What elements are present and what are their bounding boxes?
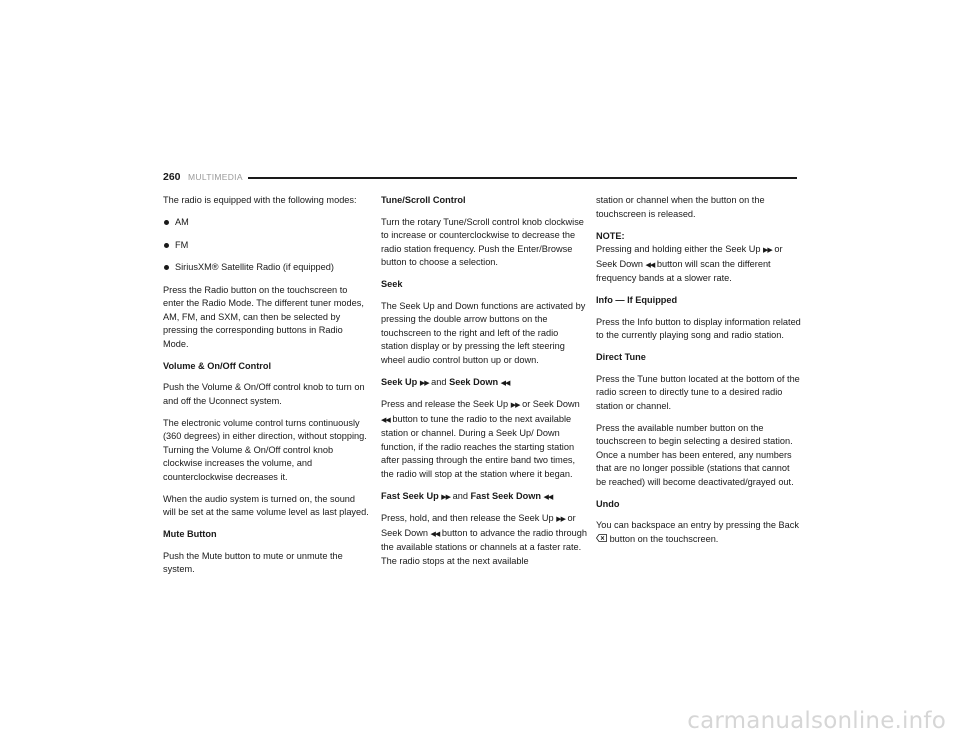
list-item: AM [163, 216, 369, 230]
note: NOTE: Pressing and holding either the Seek Up ▶▶ or Seek Down ◀◀ button will scan the different frequency bands at a slower rate. [596, 230, 783, 283]
heading-seek: Seek [381, 279, 403, 289]
seek-up-icon: ▶▶ [556, 516, 565, 523]
column-2 [381, 194, 587, 577]
paragraph: Press, hold, and then release the Seek Up ▶▶ or Seek Down ◀◀ button to advance the radio through the available stations or channels at a faster rate. The radio stops at the next available [381, 513, 587, 566]
seek-down-icon: ◀◀ [500, 379, 510, 387]
paragraph: Push the Volume & On/Off control knob to turn on and off the Uconnect system. [163, 382, 365, 406]
column-1 [163, 194, 369, 585]
paragraph: When the audio system is turned on, the sound will be set at the same volume level as last played. [163, 493, 369, 517]
seek-down-icon: ◀◀ [430, 530, 440, 538]
heading-tune: Tune/Scroll Control [381, 195, 466, 205]
paragraph: Press and release the Seek Up ▶▶ or Seek Down ◀◀ button to tune the radio to the next available station or channel. During a Seek Up/ Down function, if the radio reaches the starting station after passing through the entire band two times, the radio will stop at the station where it began. [381, 399, 580, 479]
paragraph: Push the Mute button to mute or unmute the system. [163, 550, 343, 574]
heading-direct-tune: Direct Tune [596, 352, 646, 362]
seek-up-icon: ▶▶ [763, 247, 772, 254]
seek-down-icon: ◀◀ [381, 416, 390, 424]
seek-up-icon: ▶▶ [419, 379, 429, 387]
paragraph: Turn the rotary Tune/Scroll control knob clockwise to increase or counterclockwise to decrease the radio station frequency. Push the Enter/Browse button to choose a selection. [381, 216, 584, 267]
watermark: carmanualsonline.info [687, 708, 946, 734]
bullet-icon [164, 243, 169, 248]
bullet-icon [164, 265, 169, 270]
seek-up-icon: ▶▶ [441, 493, 451, 501]
page-header [163, 171, 797, 187]
heading-undo: Undo [596, 498, 620, 509]
page-number: 260 [163, 171, 181, 183]
paragraph: Press the available number button on the touchscreen to begin selecting a desired station. Once a number has been entered, any numbers that are no longer possible (stations that cannot be reached) will become deactivated/grayed out. [596, 422, 794, 487]
paragraph: You can backspace an entry by pressing the Back button on the touchscreen. [596, 519, 802, 546]
column-3 [596, 194, 802, 555]
heading-seek-up-down: Seek Up ▶▶ and Seek Down ◀◀ [381, 376, 510, 387]
heading-fast-seek: Fast Seek Up ▶▶ and Fast Seek Down ◀◀ [381, 490, 553, 501]
seek-up-icon: ▶▶ [510, 402, 520, 409]
list-item: FM [163, 239, 369, 253]
paragraph: Press the Info button to display information related to the currently playing song and radio station. [596, 316, 801, 340]
paragraph: Press the Radio button on the touchscreen to enter the Radio Mode. The different tuner modes, AM, FM, and SXM, can then be selected by pressing the corresponding buttons in Radio Mode. [163, 284, 364, 349]
section-title: MULTIMEDIA [188, 172, 243, 182]
seek-down-icon: ◀◀ [645, 261, 655, 269]
paragraph: Press the Tune button located at the bottom of the radio screen to directly tune to a desired radio station or channel. [596, 373, 800, 411]
heading-volume: Volume & On/Off Control [163, 360, 272, 371]
paragraph: station or channel when the button on the touchscreen is released. [596, 195, 765, 219]
backspace-icon [596, 533, 607, 547]
mode-list [163, 216, 369, 275]
paragraph: The electronic volume control turns continuously (360 degrees) in either direction, without stopping. Turning the Volume & On/Off control knob clockwise increases the volume, and counterclockwise decreases it. [163, 417, 367, 482]
paragraph: The Seek Up and Down functions are activated by pressing the double arrow buttons on the touchscreen to the right and left of the radio station display or by pressing the left steering wheel audio control button up or down. [381, 300, 586, 365]
seek-down-icon: ◀◀ [543, 493, 553, 501]
bullet-icon [164, 220, 169, 225]
intro-text: The radio is equipped with the following modes: [163, 195, 357, 205]
note-label: NOTE: [596, 230, 625, 241]
header-rule [248, 177, 797, 179]
heading-info: Info — If Equipped [596, 295, 678, 305]
heading-mute: Mute Button [163, 529, 217, 539]
list-item: SiriusXM® Satellite Radio (if equipped) [163, 261, 369, 275]
